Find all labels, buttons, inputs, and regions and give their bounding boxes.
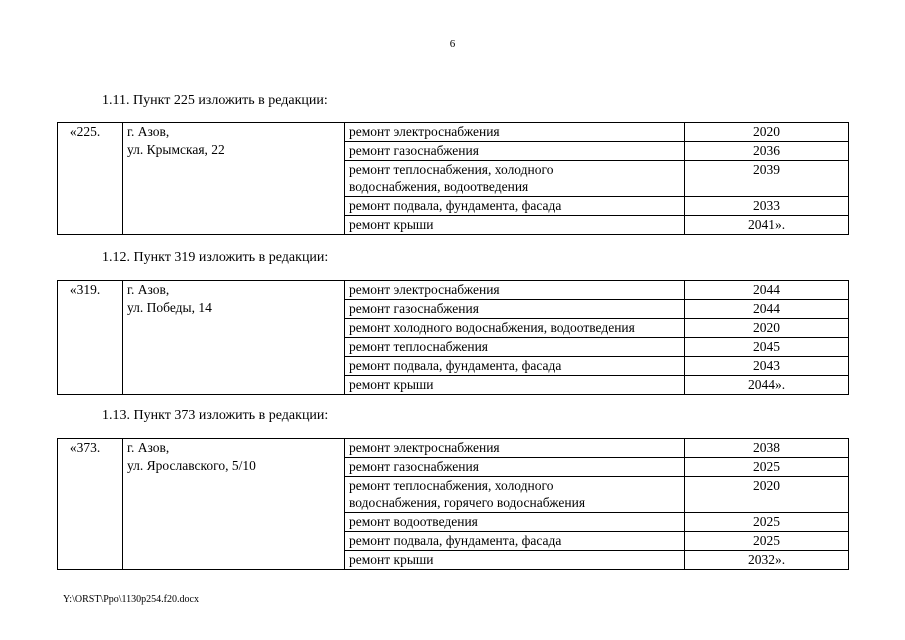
section-heading-1-11: 1.11. Пункт 225 изложить в редакции: — [102, 93, 328, 108]
item-number: «319. — [58, 281, 123, 395]
work-type: ремонт электроснабжения — [345, 439, 685, 458]
work-year: 2044». — [685, 376, 849, 395]
work-year: 2045 — [685, 338, 849, 357]
work-type-line: ремонт теплоснабжения, холодного — [349, 162, 554, 177]
work-type: ремонт газоснабжения — [345, 458, 685, 477]
work-year: 2032». — [685, 551, 849, 570]
table-row — [58, 439, 849, 458]
work-year: 2043 — [685, 357, 849, 376]
work-year: 2038 — [685, 439, 849, 458]
work-type — [345, 477, 685, 513]
work-type-line: водоснабжения, водоотведения — [349, 179, 529, 194]
address-cell — [123, 123, 345, 235]
address-city: г. Азов, — [127, 440, 170, 455]
work-type-line: ремонт теплоснабжения, холодного — [349, 478, 554, 493]
work-type: ремонт газоснабжения — [345, 142, 685, 161]
table-item-373 — [57, 438, 849, 570]
work-year: 2025 — [685, 458, 849, 477]
work-year: 2044 — [685, 300, 849, 319]
work-year: 2039 — [685, 161, 849, 197]
address-cell — [123, 439, 345, 570]
work-year: 2033 — [685, 197, 849, 216]
address-street: ул. Победы, 14 — [127, 300, 212, 315]
work-type: ремонт подвала, фундамента, фасада — [345, 532, 685, 551]
work-type: ремонт газоснабжения — [345, 300, 685, 319]
work-year: 2044 — [685, 281, 849, 300]
work-year: 2025 — [685, 532, 849, 551]
work-year: 2020 — [685, 477, 849, 513]
section-heading-1-12: 1.12. Пункт 319 изложить в редакции: — [102, 250, 329, 265]
work-year: 2041». — [685, 216, 849, 235]
work-type: ремонт водоотведения — [345, 513, 685, 532]
address-street: ул. Ярославского, 5/10 — [127, 458, 256, 473]
work-type: ремонт теплоснабжения — [345, 338, 685, 357]
table-item-319 — [57, 280, 849, 395]
item-number: «225. — [58, 123, 123, 235]
work-type — [345, 161, 685, 197]
work-type: ремонт холодного водоснабжения, водоотведения — [345, 319, 685, 338]
table-row — [58, 281, 849, 300]
work-year: 2025 — [685, 513, 849, 532]
section-heading-1-13: 1.13. Пункт 373 изложить в редакции: — [102, 408, 329, 423]
item-number: «373. — [58, 439, 123, 570]
address-cell — [123, 281, 345, 395]
work-year: 2020 — [685, 123, 849, 142]
address-street: ул. Крымская, 22 — [127, 142, 225, 157]
work-type: ремонт крыши — [345, 551, 685, 570]
work-type: ремонт крыши — [345, 216, 685, 235]
work-year: 2036 — [685, 142, 849, 161]
work-type: ремонт подвала, фундамента, фасада — [345, 357, 685, 376]
work-type-line: водоснабжения, горячего водоснабжения — [349, 495, 586, 510]
address-city: г. Азов, — [127, 124, 170, 139]
address-city: г. Азов, — [127, 282, 170, 297]
work-type: ремонт подвала, фундамента, фасада — [345, 197, 685, 216]
work-type: ремонт электроснабжения — [345, 123, 685, 142]
page-number: 6 — [449, 38, 456, 50]
work-type: ремонт электроснабжения — [345, 281, 685, 300]
work-year: 2020 — [685, 319, 849, 338]
table-item-225 — [57, 122, 849, 235]
work-type: ремонт крыши — [345, 376, 685, 395]
footer-file-path: Y:\ORST\Ppo\1130p254.f20.docx — [63, 594, 199, 605]
table-row — [58, 123, 849, 142]
